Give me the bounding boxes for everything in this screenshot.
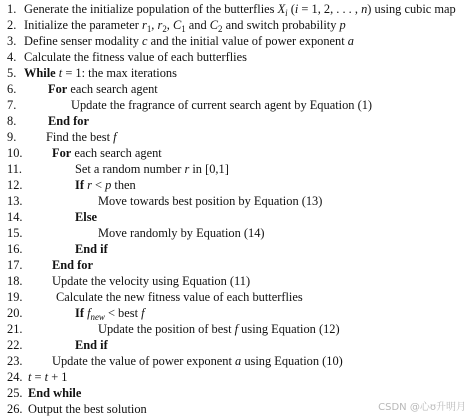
line-number: 9.	[7, 130, 17, 144]
line-number: 18.	[7, 274, 23, 288]
line-text: Calculate the fitness value of each butterflies	[24, 50, 247, 64]
line-text: If $f_{new}$ < best f	[75, 306, 145, 323]
line-number: 3.	[7, 34, 17, 48]
line-text: Update the velocity using Equation (11)	[52, 274, 251, 288]
line-text: End for	[48, 114, 89, 128]
watermark: CSDN @心ʊ升明月	[378, 402, 466, 413]
line-text: Generate the initialize population of the butterflies $X_i$ (i = 1, 2, . . . , n) using cubic map	[24, 2, 456, 19]
line-text: End if	[75, 338, 108, 352]
line-number: 6.	[7, 82, 17, 96]
line-number: 7.	[7, 98, 17, 112]
line-number: 19.	[7, 290, 23, 304]
line-number: 24.	[7, 370, 23, 384]
line-text: End if	[75, 242, 108, 256]
line-text: For each search agent	[52, 146, 162, 160]
line-text: Else	[75, 210, 98, 224]
line-text: Move towards best position by Equation (13)	[98, 194, 323, 208]
line-text: End for	[52, 258, 93, 272]
line-number: 26.	[7, 402, 23, 416]
line-number: 23.	[7, 354, 23, 368]
line-text: If r < p then	[75, 178, 136, 192]
line-text: Move randomly by Equation (14)	[98, 226, 265, 240]
line-number: 13.	[7, 194, 23, 208]
line-text: Update the value of power exponent a using Equation (10)	[52, 354, 343, 368]
line-number: 22.	[7, 338, 23, 352]
line-text: Update the fragrance of current search agent by Equation (1)	[71, 98, 373, 112]
line-number: 10.	[7, 146, 23, 160]
line-number: 21.	[7, 322, 23, 336]
line-number: 17.	[7, 258, 23, 272]
line-number: 15.	[7, 226, 23, 240]
line-number: 14.	[7, 210, 23, 224]
line-text: Update the position of best f using Equation (12)	[98, 322, 340, 336]
line-text: t = t + 1	[28, 370, 68, 384]
line-number: 5.	[7, 66, 17, 80]
line-number: 11.	[7, 162, 23, 176]
line-text: Initialize the parameter $r_1$, $r_2$, $C_1$ and $C_2$ and switch probability p	[24, 18, 346, 35]
line-text: While t = 1: the max iterations	[24, 66, 177, 80]
line-text: Set a random number r in [0,1]	[75, 162, 229, 176]
line-text: Find the best f	[46, 130, 117, 144]
line-number: 8.	[7, 114, 17, 128]
line-text: For each search agent	[48, 82, 158, 96]
line-text: Calculate the new fitness value of each butterflies	[56, 290, 303, 304]
line-number: 16.	[7, 242, 23, 256]
line-text: Define senser modality c and the initial value of power exponent a	[24, 34, 354, 48]
line-number: 4.	[7, 50, 17, 64]
line-text: End while	[28, 386, 82, 400]
line-number: 20.	[7, 306, 23, 320]
line-number: 1.	[7, 2, 17, 16]
line-text: Output the best solution	[28, 402, 147, 416]
line-number: 12.	[7, 178, 23, 192]
line-number: 2.	[7, 18, 17, 32]
line-number: 25.	[7, 386, 23, 400]
